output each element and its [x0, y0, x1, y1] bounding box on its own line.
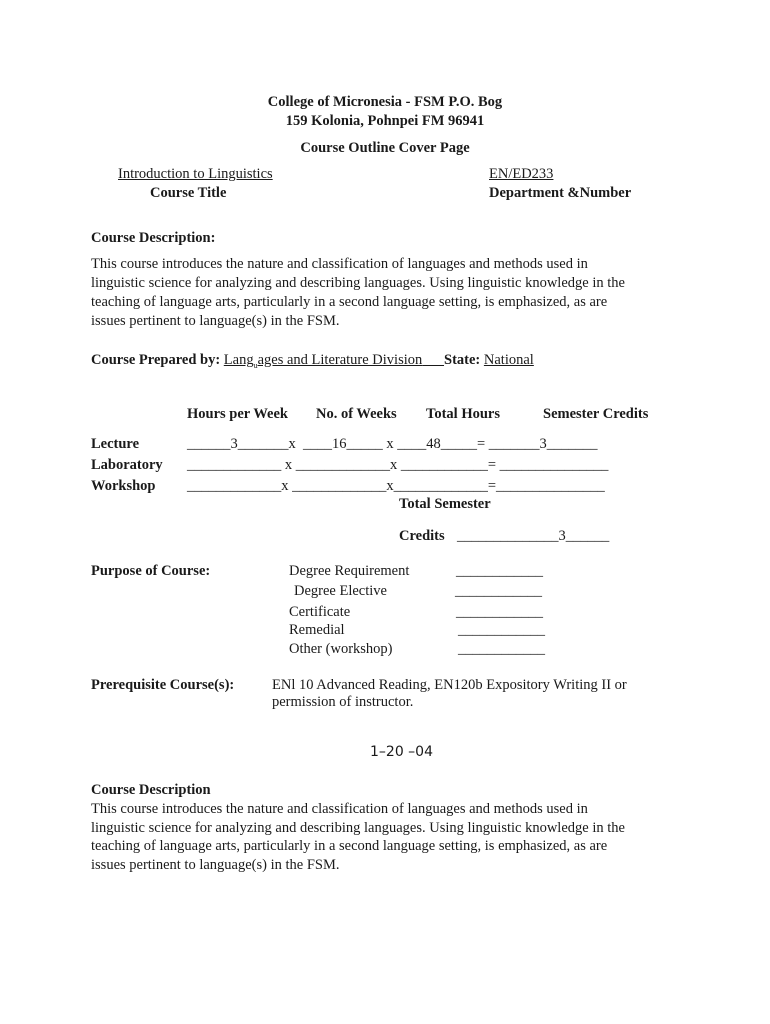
course-description-2-line: teaching of language arts, particularly in a second language setting, is emphasized, as are — [91, 838, 608, 854]
state-value: National — [483, 352, 534, 368]
course-description-line: teaching of language arts, particularly in a second language setting, is emphasized, as are — [91, 294, 608, 310]
college-name-line: College of Micronesia - FSM P.O. Bog — [267, 94, 503, 110]
course-description-text — [91, 255, 691, 331]
header-hours-per-week: Hours per Week — [187, 406, 288, 422]
course-number-label: Department &Number — [489, 185, 632, 201]
credits-fill: ______________3______ — [457, 528, 610, 544]
state-label: State: — [444, 352, 481, 368]
header-semester-credits: Semester Credits — [543, 406, 649, 422]
purpose-label: Purpose of Course: — [91, 563, 211, 579]
course-description-2-label: Course Description — [91, 782, 211, 798]
purpose-item-certificate: Certificate — [289, 604, 351, 620]
purpose-item-degree-elective: Degree Elective — [294, 583, 387, 599]
course-description-line: issues pertinent to language(s) in the FSM. — [91, 313, 340, 329]
course-description-2-line: issues pertinent to language(s) in the FSM. — [91, 856, 340, 873]
purpose-item-remedial: Remedial — [289, 622, 345, 638]
course-number-value: EN/ED233 — [489, 166, 554, 182]
total-semester-label: Total Semester — [399, 496, 491, 512]
course-description-line: This course introduces the nature and classification of languages and methods used in — [91, 256, 588, 272]
row-label-lecture: Lecture — [91, 436, 140, 452]
course-prepared-value: Lang$_u$ages and Literature Division — [223, 352, 423, 370]
course-prepared-row — [91, 352, 534, 370]
course-description-2-line: This course introduces the nature and classification of languages and methods used in — [91, 801, 588, 817]
row-label-workshop: Workshop — [91, 478, 156, 494]
header-total-hours: Total Hours — [426, 406, 500, 422]
credits-label: Credits — [399, 528, 445, 544]
prerequisite-line: ENl 10 Advanced Reading, EN120b Expository Writing II or — [272, 677, 627, 693]
header-no-of-weeks: No. of Weeks — [316, 406, 397, 422]
purpose-item-other: Other (workshop) — [289, 641, 393, 657]
purpose-blank: ____________ — [458, 622, 545, 638]
prerequisite-label: Prerequisite Course(s): — [91, 677, 235, 693]
course-description-line: linguistic science for analyzing and describing languages. Using linguistic knowledge in the — [91, 275, 625, 291]
row-fill-laboratory: _____________ x _____________x ____________= _______________ — [187, 457, 609, 473]
purpose-blank: ____________ — [455, 583, 542, 599]
row-fill-workshop: _____________x _____________x_____________=_______________ — [187, 478, 605, 494]
college-address-line: 159 Kolonia, Pohnpei FM 96941 — [285, 113, 485, 129]
prerequisite-line: permission of instructor. — [272, 694, 414, 710]
revision-date: 1–20 –04 — [370, 744, 433, 760]
course-description-label: Course Description: — [91, 230, 216, 246]
course-description-2-text — [91, 800, 691, 874]
cover-page-title: Course Outline Cover Page — [300, 140, 470, 156]
purpose-blank: ____________ — [456, 563, 543, 579]
purpose-item-degree-requirement: Degree Requirement — [289, 563, 410, 579]
course-description-2-line: linguistic science for analyzing and describing languages. Using linguistic knowledge in the — [91, 819, 625, 836]
row-label-laboratory: Laboratory — [91, 457, 163, 473]
course-prepared-label: Course Prepared by: — [91, 352, 221, 368]
course-title-value: Introduction to Linguistics — [118, 166, 273, 182]
purpose-blank: ____________ — [458, 641, 545, 657]
row-fill-lecture: ______3_______x ____16_____ x ____48_____= _______3_______ — [187, 436, 598, 452]
purpose-blank: ____________ — [456, 604, 543, 620]
course-title-label: Course Title — [150, 185, 227, 201]
